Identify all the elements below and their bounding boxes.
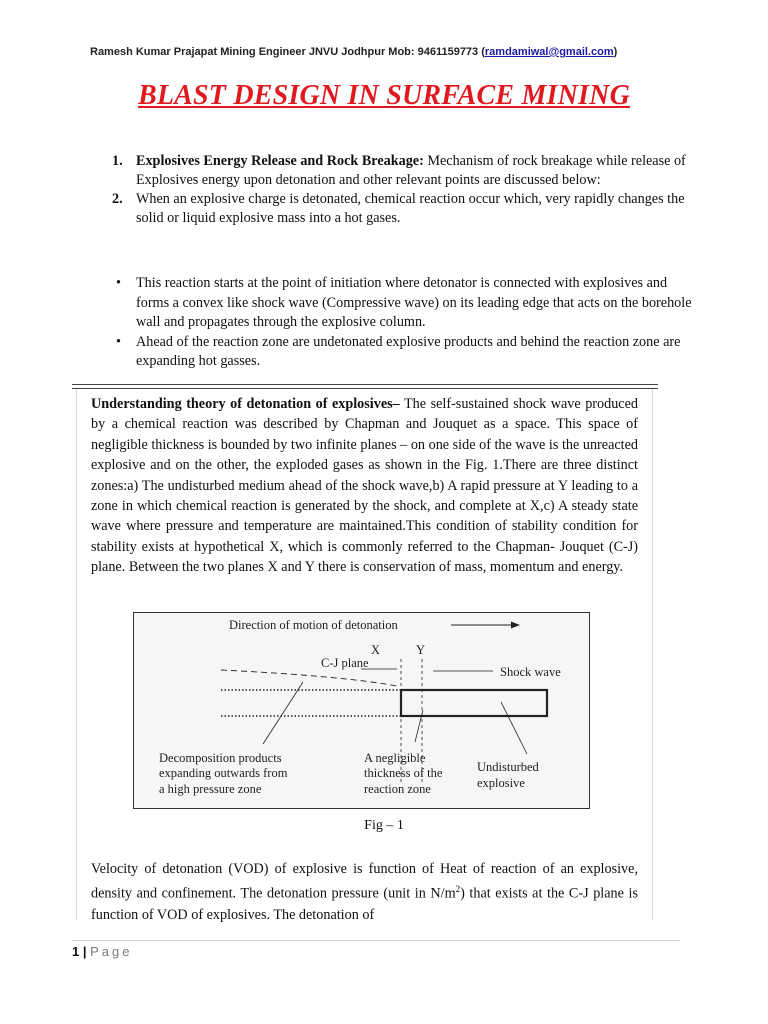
bullet-item — [112, 333, 692, 372]
undisturbed-label-2: explosive — [477, 776, 525, 790]
figure-caption: Fig – 1 — [364, 818, 404, 833]
footer-separator: | — [79, 944, 91, 959]
paragraph-text: ) that exists at the C-J plane is function of VOD of explosives. The detonation of — [91, 886, 638, 923]
page-header — [90, 46, 690, 58]
bullet-dot-icon: • — [116, 333, 121, 350]
negligible-label-3: reaction zone — [364, 782, 431, 796]
list-item-text: When an explosive charge is detonated, chemical reaction occur which, very rapidly changes the solid or liquid explosive mass into a hot gases. — [136, 191, 685, 226]
superscript: 2 — [455, 884, 461, 895]
page-title: BLAST DESIGN IN SURFACE MINING — [137, 80, 630, 111]
detonation-figure — [133, 612, 590, 809]
bullet-text: This reaction starts at the point of initiation where detonator is connected with explosives and forms a convex like shock wave (Compressive wave) on its leading edge that acts on the borehole wall and propagates through the explosive column. — [136, 275, 692, 330]
page-number: 1 — [72, 944, 80, 959]
list-item-heading: Explosives Energy Release and Rock Breakage: — [136, 153, 424, 169]
decomposition-label-1: Decomposition products — [159, 751, 282, 765]
footer-divider — [72, 940, 680, 941]
y-plane-label: Y — [416, 643, 426, 657]
detonation-theory-paragraph — [91, 394, 638, 578]
paragraph-text: Velocity of detonation (VOD) of explosive is function of Heat of reaction of an explosive, density and confinement. The detonation pressure (unit in N/m — [91, 861, 638, 903]
bullet-item — [112, 274, 692, 333]
section-divider — [72, 384, 658, 385]
bullet-text: Ahead of the reaction zone are undetonated explosive products and behind the reaction zone are expanding hot gasses. — [136, 333, 681, 369]
list-item-text: Mechanism of rock breakage while release of Explosives energy upon detonation and other relevant points are discussed below: — [136, 153, 686, 188]
negligible-label-2: thickness of the — [364, 766, 443, 780]
negligible-label-1: A negligible — [364, 751, 426, 765]
email-link[interactable]: ramdamiwal@gmail.com — [484, 46, 614, 58]
vod-paragraph — [91, 859, 638, 925]
decomposition-label-2: expanding outwards from — [159, 766, 288, 780]
list-number: 1. — [112, 153, 123, 169]
direction-label: Direction of motion of detonation — [229, 618, 398, 632]
numbered-list — [112, 152, 692, 228]
x-plane-label: X — [371, 643, 381, 657]
cj-plane-label: C-J plane — [321, 656, 369, 670]
undisturbed-label-1: Undisturbed — [477, 760, 539, 774]
header-close: ) — [613, 46, 618, 58]
list-item — [112, 190, 692, 228]
paragraph-heading: Understanding theory of detonation of explosives– — [91, 396, 400, 412]
header-text: Ramesh Kumar Prajapat Mining Engineer JNVU Jodhpur Mob: 9461159773 ( — [90, 46, 485, 58]
list-number: 2. — [112, 191, 123, 207]
decomposition-label-3: a high pressure zone — [159, 782, 262, 796]
shock-wave-label: Shock wave — [500, 665, 561, 679]
page-label: Page — [90, 944, 133, 959]
page-footer — [72, 944, 132, 959]
bullet-list — [112, 274, 692, 372]
bullet-dot-icon: • — [116, 275, 121, 291]
paragraph-text: The self-sustained shock wave produced by a chemical reaction was described by Chapman and Jouquet as a space. This space of negligible thickness is bounded by two infinite planes – on one side of the wave is the unreacted explosive and on the other, the exploded gases as shown in the Fig. 1.There are three distinct zones:a) The undisturbed medium ahead of the shock wave,b) A rapid pressure at Y leading to a zone in which chemical reaction is generated by the shock, and complete at X,c) A steady state wave where pressure and temperature are maintained.This condition of stability condition for stability exists at hypothetical X, which is commonly referred to the Chapman- Jouquet (C-J) plane. Between the two planes X and Y there is conservation of mass, momentum and energy. — [91, 396, 638, 576]
list-item — [112, 152, 692, 190]
